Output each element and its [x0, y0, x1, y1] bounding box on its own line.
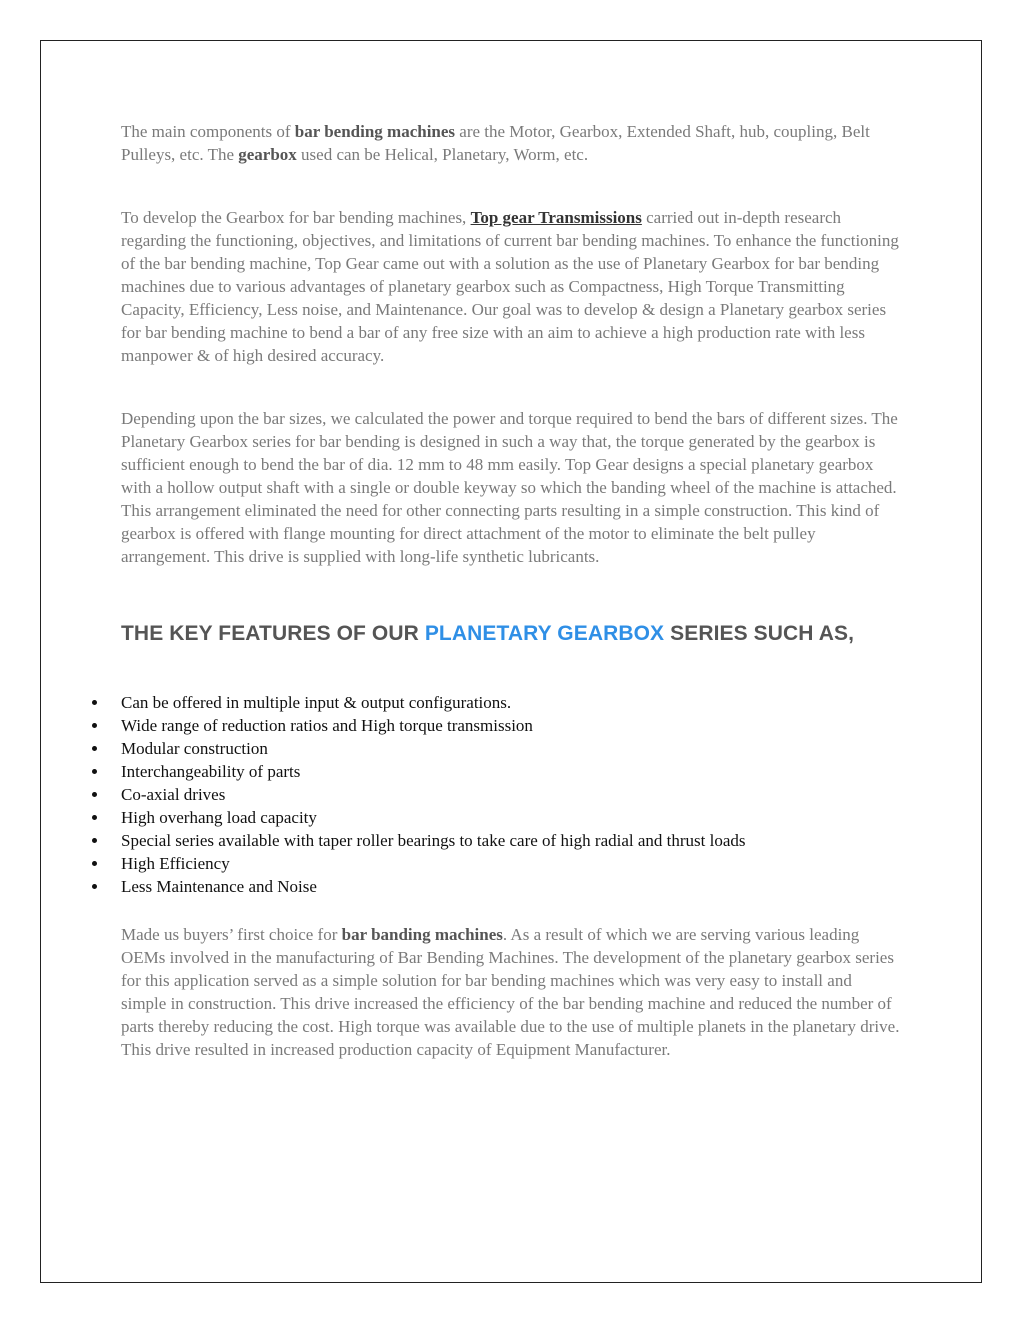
document-body [121, 120, 901, 1061]
heading-text: SERIES SUCH AS, [664, 622, 855, 645]
feature-list-item: Less Maintenance and Noise [121, 875, 901, 898]
text-run: used can be Helical, Planetary, Worm, etc. [296, 145, 589, 164]
bold-term-gearbox: gearbox [238, 145, 297, 164]
paragraph-development [121, 206, 901, 367]
feature-list-item: Special series available with taper roller bearings to take care of high radial and thrust loads [121, 829, 901, 852]
feature-list-item: Co-axial drives [121, 783, 901, 806]
feature-list-item: Modular construction [121, 737, 901, 760]
feature-list-item: Can be offered in multiple input & output configurations. [121, 691, 901, 714]
text-run: To develop the Gearbox for bar bending machines, [121, 208, 471, 227]
top-gear-transmissions-link[interactable]: Top gear Transmissions [470, 208, 642, 227]
feature-list-item: Wide range of reduction ratios and High torque transmission [121, 714, 901, 737]
heading-text: THE KEY FEATURES OF OUR [121, 622, 425, 645]
text-run: The main components of [121, 122, 295, 141]
text-run: carried out in-depth research regarding the functioning, objectives, and limitations of current bar bending machines. To enhance the functioning of the bar bending machine, Top Gear came out with a solution as the use of Planetary Gearbox for bar bending machines due to various advantages of planetary gearbox such as Compactness, High Torque Transmitting Capacity, Efficiency, Less noise, and Maintenance. Our goal was to develop & design a Planetary gearbox series for bar bending machine to bend a bar of any free size with an aim to achieve a high production rate with less manpower & of high desired accuracy. [121, 208, 899, 365]
text-run: are the Motor, Gearbox, Extended Shaft, hub, coupling, Belt Pulleys, etc. The [121, 122, 870, 164]
key-features-heading [121, 616, 901, 651]
paragraph-components [121, 120, 901, 166]
paragraph-conclusion [121, 923, 901, 1061]
text-run: . As a result of which we are serving various leading OEMs involved in the manufacturing of Bar Bending Machines. The development of the planetary gearbox series for this application served as a simple solution for bar bending machines which was very easy to install and simple in construction. This drive increased the efficiency of the bar bending machine and reduced the number of parts thereby reducing the cost. High torque was available due to the use of multiple planets in the planetary drive. This drive resulted in increased production capacity of Equipment Manufacturer. [121, 925, 900, 1059]
features-list [121, 691, 901, 898]
feature-list-item: High Efficiency [121, 852, 901, 875]
paragraph-bar-sizes: Depending upon the bar sizes, we calculated the power and torque required to bend the bars of different sizes. The Planetary Gearbox series for bar bending is designed in such a way that, the torque generated by the gearbox is sufficient enough to bend the bar of dia. 12 mm to 48 mm easily. Top Gear designs a special planetary gearbox with a hollow output shaft with a single or double keyway so which the banding wheel of the machine is attached. This arrangement eliminated the need for other connecting parts resulting in a simple construction. This kind of gearbox is offered with flange mounting for direct attachment of the motor to eliminate the belt pulley arrangement. This drive is supplied with long-life synthetic lubricants. [121, 409, 898, 566]
heading-accent-text: PLANETARY GEARBOX [424, 622, 665, 645]
feature-list-item: Interchangeability of parts [121, 760, 901, 783]
feature-list-item: High overhang load capacity [121, 806, 901, 829]
bold-term-bar-banding-machines: bar banding machines [341, 925, 503, 944]
text-run: Made us buyers’ first choice for [121, 925, 342, 944]
bold-term-bar-bending-machines: bar bending machines [294, 122, 456, 141]
